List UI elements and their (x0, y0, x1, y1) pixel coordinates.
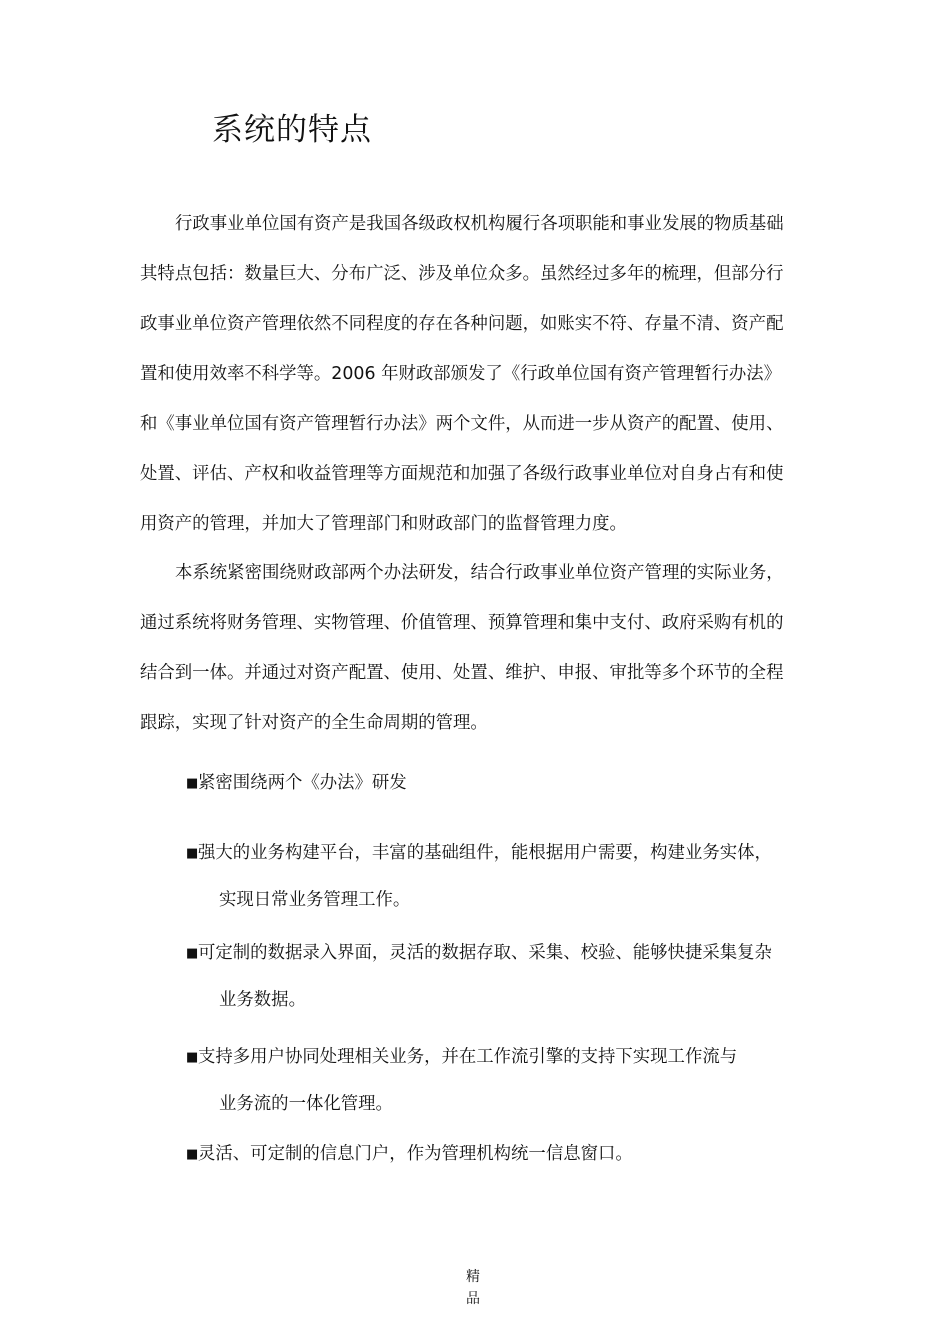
list-item-text: 紧密围绕两个《办法》研发 (198, 773, 407, 793)
paragraph-line: 政事业单位资产管理依然不同程度的存在各种问题，如账实不符、存量不清、资产配 (140, 314, 784, 334)
paragraph-line: 其特点包括：数量巨大、分布广泛、涉及单位众多。虽然经过多年的梳理，但部分行 (140, 264, 784, 284)
list-item-text: 灵活、可定制的信息门户，作为管理机构统一信息窗口。 (198, 1144, 633, 1164)
list-item-text: 强大的业务构建平台，丰富的基础组件，能根据用户需要，构建业务实体， (198, 843, 772, 863)
square-bullet-icon: ■ (186, 1050, 199, 1065)
square-bullet-icon: ■ (186, 946, 199, 961)
page-title: 系统的特点 (212, 112, 372, 148)
paragraph-line: 结合到一体。并通过对资产配置、使用、处置、维护、申报、审批等多个环节的全程 (140, 663, 784, 683)
paragraph-intro (140, 199, 812, 549)
footer-char: 精 (466, 1269, 480, 1285)
list-item-continuation: 实现日常业务管理工作。 (219, 890, 411, 910)
square-bullet-icon: ■ (186, 776, 199, 791)
paragraph-line: 处置、评估、产权和收益管理等方面规范和加强了各级行政事业单位对自身占有和使 (140, 464, 784, 484)
list-item-continuation: 业务数据。 (219, 990, 306, 1010)
list-item-text: 支持多用户协同处理相关业务，并在工作流引擎的支持下实现工作流与 (198, 1047, 738, 1067)
square-bullet-icon: ■ (186, 1147, 199, 1162)
paragraph-line: 跟踪，实现了针对资产的全生命周期的管理。 (140, 713, 488, 733)
paragraph-system (140, 548, 812, 748)
list-item-continuation: 业务流的一体化管理。 (219, 1094, 393, 1114)
square-bullet-icon: ■ (186, 846, 199, 861)
list-item (186, 760, 816, 807)
page-footer (463, 1266, 483, 1310)
paragraph-line: 用资产的管理，并加大了管理部门和财政部门的监督管理力度。 (140, 514, 627, 534)
paragraph-line: 和《事业单位国有资产管理暂行办法》两个文件，从而进一步从资产的配置、使用、 (140, 414, 784, 434)
list-item (186, 1034, 816, 1127)
paragraph-line: 通过系统将财务管理、实物管理、价值管理、预算管理和集中支付、政府采购有机的 (140, 613, 784, 633)
paragraph-line: 置和使用效率不科学等。2006 年财政部颁发了《行政单位国有资产管理暂行办法》 (140, 364, 782, 384)
list-item-text: 可定制的数据录入界面，灵活的数据存取、采集、校验、能够快捷采集复杂 (198, 943, 772, 963)
paragraph-line: 行政事业单位国有资产是我国各级政权机构履行各项职能和事业发展的物质基础 (175, 214, 784, 234)
list-item (186, 1131, 816, 1178)
paragraph-line: 本系统紧密围绕财政部两个办法研发，结合行政事业单位资产管理的实际业务， (175, 563, 784, 583)
list-item (186, 930, 816, 1023)
list-item (186, 830, 816, 923)
footer-char: 品 (466, 1291, 480, 1307)
